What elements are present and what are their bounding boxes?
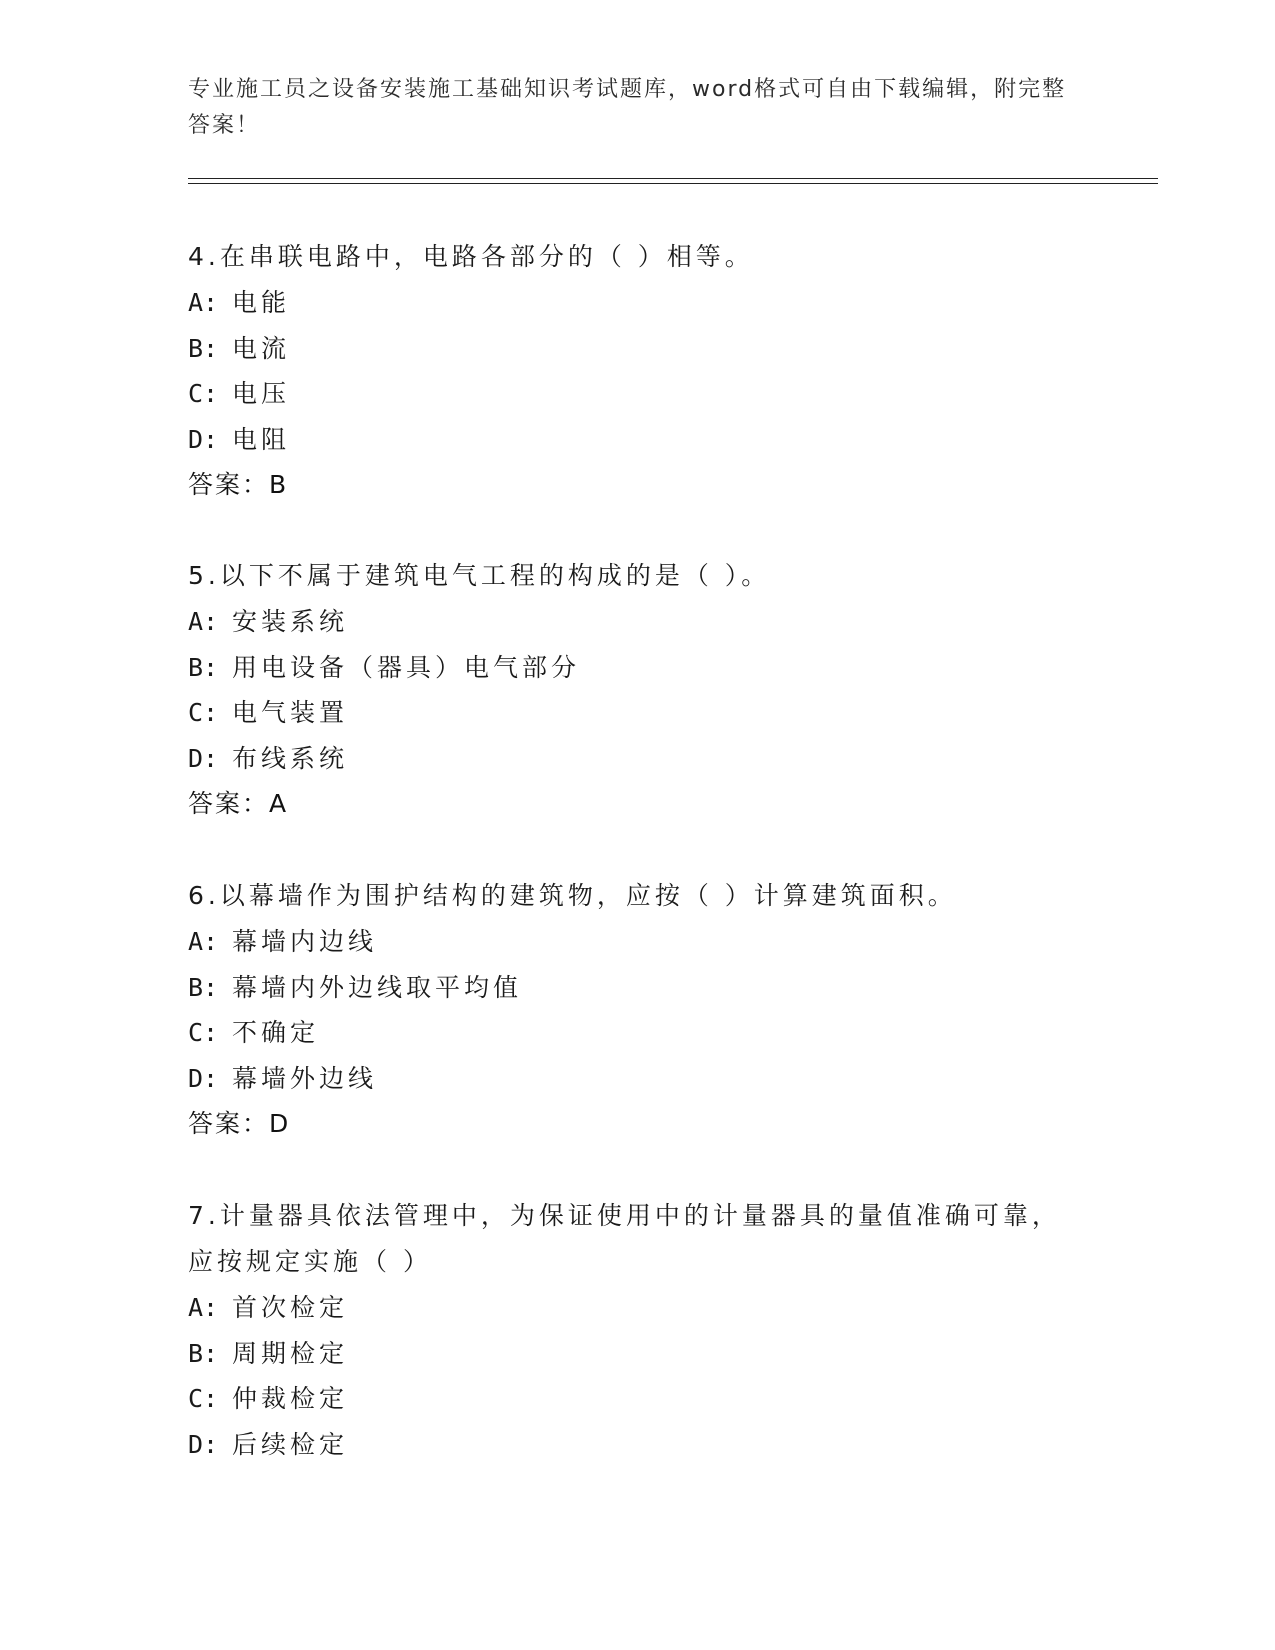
option-text: 后续检定 bbox=[232, 1429, 349, 1459]
question-stem: 6.以幕墙作为围护结构的建筑物，应按（ ）计算建筑面积。 bbox=[188, 881, 957, 910]
question-4 bbox=[188, 234, 1088, 507]
option-text: 首次检定 bbox=[232, 1293, 349, 1322]
question-stem: 4.在串联电路中，电路各部分的（ ）相等。 bbox=[188, 242, 754, 271]
option-text: 仲裁检定 bbox=[232, 1384, 349, 1413]
option-letter: D: bbox=[188, 743, 219, 773]
option-text: 幕墙内边线 bbox=[232, 927, 378, 956]
option-text: 电能 bbox=[232, 288, 291, 317]
option-letter: A: bbox=[188, 288, 219, 317]
option-a bbox=[188, 1285, 1088, 1331]
option-c bbox=[188, 1010, 1088, 1056]
option-letter: D: bbox=[188, 424, 219, 454]
option-b bbox=[188, 645, 1088, 691]
option-b bbox=[188, 965, 1088, 1011]
option-a bbox=[188, 280, 1088, 326]
option-text: 幕墙外边线 bbox=[232, 1063, 378, 1093]
option-text: 电压 bbox=[232, 379, 291, 408]
option-a bbox=[188, 599, 1088, 645]
option-b bbox=[188, 1331, 1088, 1377]
option-b bbox=[188, 326, 1088, 372]
option-c bbox=[188, 1376, 1088, 1422]
option-text: 电流 bbox=[232, 333, 291, 363]
option-d bbox=[188, 1056, 1088, 1102]
option-text: 用电设备（器具）电气部分 bbox=[232, 652, 581, 682]
option-text: 布线系统 bbox=[232, 743, 349, 773]
answer-line: 答案：D bbox=[188, 1109, 291, 1138]
header-divider-top bbox=[188, 178, 1158, 179]
question-5 bbox=[188, 553, 1088, 826]
option-text: 电阻 bbox=[232, 424, 291, 454]
option-letter: B: bbox=[188, 333, 219, 363]
header-divider-bottom bbox=[188, 183, 1158, 184]
option-letter: A: bbox=[188, 927, 219, 956]
option-letter: C: bbox=[188, 1384, 219, 1413]
question-6 bbox=[188, 873, 1088, 1146]
option-letter: D: bbox=[188, 1429, 219, 1459]
option-c bbox=[188, 371, 1088, 417]
option-letter: B: bbox=[188, 652, 219, 682]
answer-line: 答案：A bbox=[188, 789, 289, 818]
option-letter: C: bbox=[188, 698, 219, 727]
option-letter: A: bbox=[188, 1293, 219, 1322]
option-text: 电气装置 bbox=[232, 698, 349, 727]
option-d bbox=[188, 417, 1088, 463]
option-letter: A: bbox=[188, 607, 219, 636]
option-c bbox=[188, 690, 1088, 736]
answer-line: 答案：B bbox=[188, 470, 289, 499]
option-text: 安装系统 bbox=[232, 607, 349, 636]
question-7 bbox=[188, 1193, 1088, 1467]
document-intro-text: 专业施工员之设备安装施工基础知识考试题库，word格式可自由下载编辑，附完整答案！ bbox=[188, 77, 1067, 138]
option-a bbox=[188, 919, 1088, 965]
option-text: 不确定 bbox=[232, 1018, 320, 1047]
option-letter: C: bbox=[188, 379, 219, 408]
question-stem: 5.以下不属于建筑电气工程的构成的是（ ）。 bbox=[188, 561, 771, 590]
option-d bbox=[188, 736, 1088, 782]
option-letter: C: bbox=[188, 1018, 219, 1047]
question-stem: 7.计量器具依法管理中，为保证使用中的计量器具的量值准确可靠，应按规定实施（ ） bbox=[188, 1201, 1061, 1276]
option-letter: B: bbox=[188, 1338, 219, 1368]
option-text: 幕墙内外边线取平均值 bbox=[232, 972, 523, 1002]
option-text: 周期检定 bbox=[232, 1338, 349, 1368]
option-letter: B: bbox=[188, 972, 219, 1002]
option-d bbox=[188, 1422, 1088, 1468]
option-letter: D: bbox=[188, 1063, 219, 1093]
